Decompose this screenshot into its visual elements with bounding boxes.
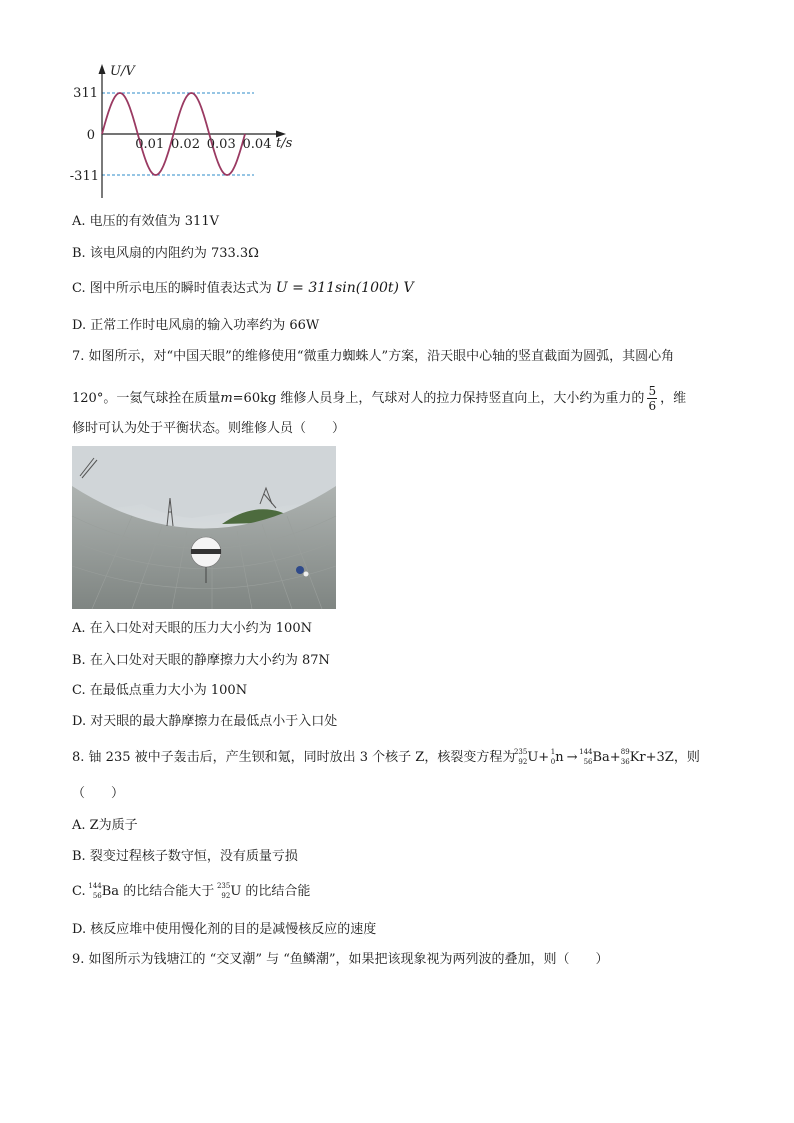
q8-krypton-index bbox=[621, 749, 630, 767]
q8-neutron-symbol: n bbox=[555, 750, 564, 765]
q7-option-c[interactable]: C. 在最低点重力大小为 100N bbox=[72, 683, 248, 698]
q7-option-a[interactable]: A. 在入口处对天眼的压力大小约为 100N bbox=[72, 621, 312, 636]
q7-stem-line2-pre: 120°。一氦气球拴在质量 bbox=[72, 391, 221, 406]
q8-barium-symbol: Ba bbox=[592, 750, 610, 765]
q8-c-barium-index bbox=[90, 883, 102, 901]
q8-c-barium-mass: 144 bbox=[88, 882, 102, 890]
q8-stem-line2: （ ） bbox=[72, 786, 125, 801]
q8-c-uranium-index bbox=[218, 883, 230, 901]
q8-neutron-index bbox=[549, 749, 555, 767]
q6-option-d[interactable]: D. 正常工作时电风扇的输入功率约为 66W bbox=[72, 318, 320, 333]
q8-c-uranium-symbol: U bbox=[230, 884, 242, 899]
q8-option-c-post: 的比结合能 bbox=[241, 884, 311, 899]
q8-c-uranium-mass: 235 bbox=[216, 882, 231, 890]
telescope-photo-drawing bbox=[72, 446, 336, 609]
q7-option-d[interactable]: D. 对天眼的最大静摩擦力在最低点小于入口处 bbox=[72, 714, 338, 729]
q8-krypton-number: 36 bbox=[620, 758, 630, 766]
y-axis-label: U/V bbox=[110, 64, 135, 79]
q6-option-c-formula: U = 311sin(100t) V bbox=[275, 280, 414, 296]
x-tick-label: 0.03 bbox=[206, 137, 236, 152]
q7-option-b[interactable]: B. 在入口处对天眼的静摩擦力大小约为 87N bbox=[72, 653, 330, 668]
q8-option-a[interactable]: A. Z为质子 bbox=[72, 818, 138, 833]
q8-stem-text: 8. 铀 235 被中子轰击后，产生钡和氪，同时放出 3 个核子 Z，核裂变方程为 bbox=[72, 750, 516, 765]
q6-option-b[interactable]: B. 该电风扇的内阻约为 733.3Ω bbox=[72, 246, 259, 261]
q8-uranium-mass: 235 bbox=[513, 748, 528, 756]
q8-option-c-mid: 的比结合能大于 bbox=[119, 884, 219, 899]
q7-mass-variable: m bbox=[220, 391, 233, 406]
q8-c-uranium-number: 92 bbox=[221, 892, 231, 900]
q8-option-c-label: C. bbox=[72, 884, 90, 899]
q7-stem-line2 bbox=[72, 384, 686, 413]
x-tick-label: 0.01 bbox=[135, 137, 165, 152]
q8-barium-index bbox=[580, 749, 592, 767]
y-tick-label-bottom: -311 bbox=[69, 169, 99, 184]
y-tick-label-zero: 0 bbox=[86, 128, 95, 143]
q7-stem-line1: 7. 如图所示，对“中国天眼”的维修使用“微重力蜘蛛人”方案，沿天眼中心轴的竖直截面为圆弧，其圆心角 bbox=[72, 349, 675, 364]
q8-plus-1: + bbox=[538, 750, 550, 765]
q7-stem-line2-mid: =60kg 维修人员身上，气球对人的拉力保持竖直向上，大小约为重力的 bbox=[232, 391, 645, 406]
q8-option-c[interactable] bbox=[72, 883, 310, 901]
q8-barium-mass: 144 bbox=[579, 748, 593, 756]
q7-fraction bbox=[647, 384, 657, 413]
q7-stem-line2-post: ，维 bbox=[660, 391, 687, 406]
q9-stem-line1: 9. 如图所示为钱塘江的 “交叉潮” 与 “鱼鳞潮”，如果把该现象视为两列波的叠加，则（ ） bbox=[72, 952, 609, 967]
q7-stem-line3: 修时可认为处于平衡状态。则维修人员（ ） bbox=[72, 421, 346, 436]
q8-c-barium-number: 56 bbox=[92, 892, 102, 900]
q8-reaction-arrow: → bbox=[566, 750, 578, 765]
q8-krypton-symbol: Kr bbox=[629, 750, 646, 765]
q8-stem-tail: +3Z，则 bbox=[645, 750, 700, 765]
q8-option-b[interactable]: B. 裂变过程核子数守恒，没有质量亏损 bbox=[72, 849, 298, 864]
q8-krypton-mass: 89 bbox=[620, 748, 630, 756]
q6-option-c[interactable] bbox=[72, 279, 414, 298]
x-axis-label: t/s bbox=[276, 136, 293, 151]
y-axis-arrow bbox=[99, 64, 106, 74]
y-tick-label-top: 311 bbox=[73, 86, 98, 101]
q8-neutron-number: 0 bbox=[550, 758, 556, 766]
q8-plus-2: + bbox=[609, 750, 621, 765]
q8-option-d[interactable]: D. 核反应堆中使用慢化剂的目的是减慢核反应的速度 bbox=[72, 922, 377, 937]
q8-uranium-symbol: U bbox=[527, 750, 539, 765]
x-tick-label: 0.04 bbox=[242, 137, 272, 152]
q8-barium-number: 56 bbox=[583, 758, 593, 766]
q6-option-c-text: C. 图中所示电压的瞬时值表达式为 bbox=[72, 281, 272, 296]
q8-stem-line1 bbox=[72, 749, 700, 767]
q8-uranium-number: 92 bbox=[518, 758, 528, 766]
q6-option-a[interactable]: A. 电压的有效值为 311V bbox=[72, 214, 219, 229]
q8-c-barium-symbol: Ba bbox=[101, 884, 120, 899]
x-tick-label: 0.02 bbox=[171, 137, 200, 152]
q8-neutron-mass: 1 bbox=[550, 748, 556, 756]
q7-fraction-denominator: 6 bbox=[648, 399, 657, 413]
telescope-photo bbox=[72, 446, 336, 609]
q7-fraction-numerator: 5 bbox=[648, 384, 657, 398]
voltage-time-graph bbox=[69, 58, 300, 208]
q8-uranium-index bbox=[515, 749, 527, 767]
